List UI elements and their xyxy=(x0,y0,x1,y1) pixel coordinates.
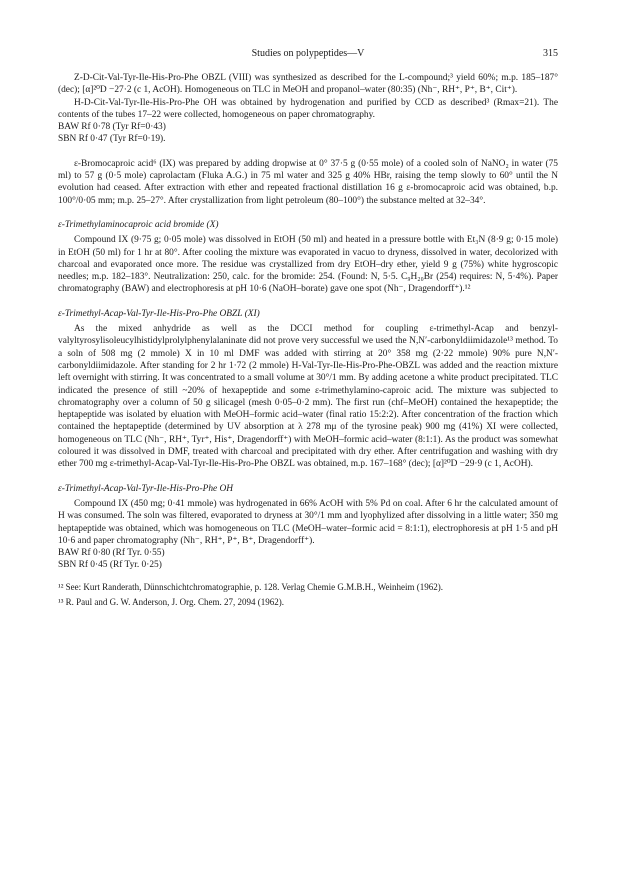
paragraph-hydrogenation: H-D-Cit-Val-Tyr-Ile-His-Pro-Phe OH was obtained by hydrogenation and purified by CCD as described³ (Rmax=21). The contents of the tubes 17–22 were collected, homogeneous on paper chromatography. xyxy=(58,97,558,120)
running-title: Studies on polypeptides—V xyxy=(251,48,365,59)
page-number: 315 xyxy=(543,48,558,59)
sbn-rf-line: SBN Rf 0·47 (Tyr Rf=0·19). xyxy=(58,134,166,145)
baw-rf-line: BAW Rf 0·78 (Tyr Rf=0·43) xyxy=(58,122,166,133)
baw-rf-line-2: BAW Rf 0·80 (Rf Tyr. 0·55) xyxy=(58,548,165,559)
paragraph-bromocaproic-acid: ε-Bromocaproic acid⁶ (IX) was prepared by adding dropwise at 0° 37·5 g (0·55 mole) of a cooled soln of NaNO₂ in water (75 ml) to 57 g (0·5 mole) caprolactam (Fluka A.G.) in 75 ml water and 325 g 40% HBr, raising the temp slowly to 60° until the N evolution had ceased. After extraction with ether and repeated fractional distillation 16 g ε-bromocaproic acid was obtained, b.p. 100°/0·05 mm; m.p. 25–27°. After crystallization from light petroleum (80–100°) the substance melted at 32–34°. xyxy=(58,158,558,206)
paragraph-viii-synthesis: Z-D-Cit-Val-Tyr-Ile-His-Pro-Phe OBZL (VIII) was synthesized as described for the L-compound;³ yield 60%; m.p. 185–187° (dec); [α]²⁰D −27·2 (c 1, AcOH). Homogeneous on TLC in MeOH and propanol–water (80:35) (Nh⁻, RH⁺, P⁺, B⁺, Cit⁺). xyxy=(58,73,558,96)
page-content xyxy=(58,48,558,609)
paragraph-compound-xi: As the mixed anhydride as well as the DCCI method for coupling ε-trimethyl-Acap and benzyl-valyltyrosylisoleucylhistidylprolylphenylalaninate did not prove very successful we used the N,N′-carbonyldiimidazole¹³ method. To a soln of 508 mg (2 mmole) X in 10 ml DMF was added with stirring at 20° 358 mg (2·22 mmole) 90% pure N,N′-carbonyldiimidazole. After standing for 2 hr 1·72 (2 mmole) H-Val-Tyr-Ile-His-Pro-Phe-OBZL was added and the reaction mixture left overnight with stirring. It was concentrated to a small volume at 30°/1 mm. By adding acetone a white product precipitated. TLC indicated the presence of still ~20% of hexapeptide and some ε-trimethylamino-caproic acid. The mixture was subjected to chromatography over a column of 50 g silicagel (mesh 0·05–0·2 mm). The first run (chf–MeOH) contained the hexapeptide; the heptapeptide was isolated by eluation with MeOH–formic acid–water (final ratio 15:2:2). After concentration of the fraction which contained the heptapeptide (determined by UV absorption at λ 278 mμ of the tyrosine peak) 900 mg (41%) XI were collected, homogeneous on TLC (Nh⁻, RH⁺, Tyr⁺, His⁺, Dragendorff⁺) with MeOH–formic acid–water (8:1:1). As the product was somewhat coloured it was dissolved in DMF, treated with charcoal and precipitated with dry ether. After centrifugation and washing with dry ether 700 mg ε-trimethyl-Acap-Val-Tyr-Ile-His-Pro-Phe OBZL was obtained, m.p. 167–168° (dec); [α]²⁰D −29·9 (c 1, AcOH). xyxy=(58,324,558,470)
sbn-rf-line-2: SBN Rf 0·45 (Rf Tyr. 0·25) xyxy=(58,560,162,571)
paragraph-hydrogenation-heptapeptide: Compound IX (450 mg; 0·41 mmole) was hydrogenated in 66% AcOH with 5% Pd on coal. After 6 hr the calculated amount of H was consumed. The soln was filtered, evaporated to dryness at 30°/1 mm and lyophylized after dissolving in a little water; 350 mg heptapeptide was obtained, which was homogeneous on TLC (MeOH–water–formic acid = 8:1:1), electrophoresis at pH 1·5 and pH 10·6 and paper chromatography (Nh⁻, RH⁺, P⁺, B⁺, Dragendorff⁺). xyxy=(58,498,558,546)
paragraph-compound-x: Compound IX (9·75 g; 0·05 mole) was dissolved in EtOH (50 ml) and heated in a pressure bottle with Et₃N (8·9 g; 0·15 mole) in EtOH (50 ml) for 1 hr at 80°. After cooling the mixture was evaporated in vacuo to dryness, dissolved in water, decolorized with charcoal and evaporated once more. The residue was crystallized from dry EtOH–dry ether, yield 9 g (75%) white hygroscopic needles; m.p. 182–183°. Neutralization: 250, calc. for the bromide: 254. (Found: N, 5·5. C₉H₂₀Br (254) requires: N, 5·4%). Paper chromatography (BAW) and electrophoresis at pH 10·6 (NaOH–borate) gave one spot (Nh⁻, Dragendorff⁺).¹² xyxy=(58,235,558,295)
heading-heptapeptide-acid: ε-Trimethyl-Acap-Val-Tyr-Ile-His-Pro-Phe OH xyxy=(58,483,234,494)
running-header xyxy=(58,48,558,62)
heading-trimethylaminocaproic: ε-Trimethylaminocaproic acid bromide (X) xyxy=(58,219,219,230)
heading-compound-xi: ε-Trimethyl-Acap-Val-Tyr-Ile-His-Pro-Phe OBZL (XI) xyxy=(58,308,260,319)
footnote-13: ¹³ R. Paul and G. W. Anderson, J. Org. Chem. 27, 2094 (1962). xyxy=(58,597,284,608)
footnote-12: ¹² See: Kurt Randerath, Dünnschichtchromatographie, p. 128. Verlag Chemie G.M.B.H., Weinheim (1962). xyxy=(58,581,444,592)
